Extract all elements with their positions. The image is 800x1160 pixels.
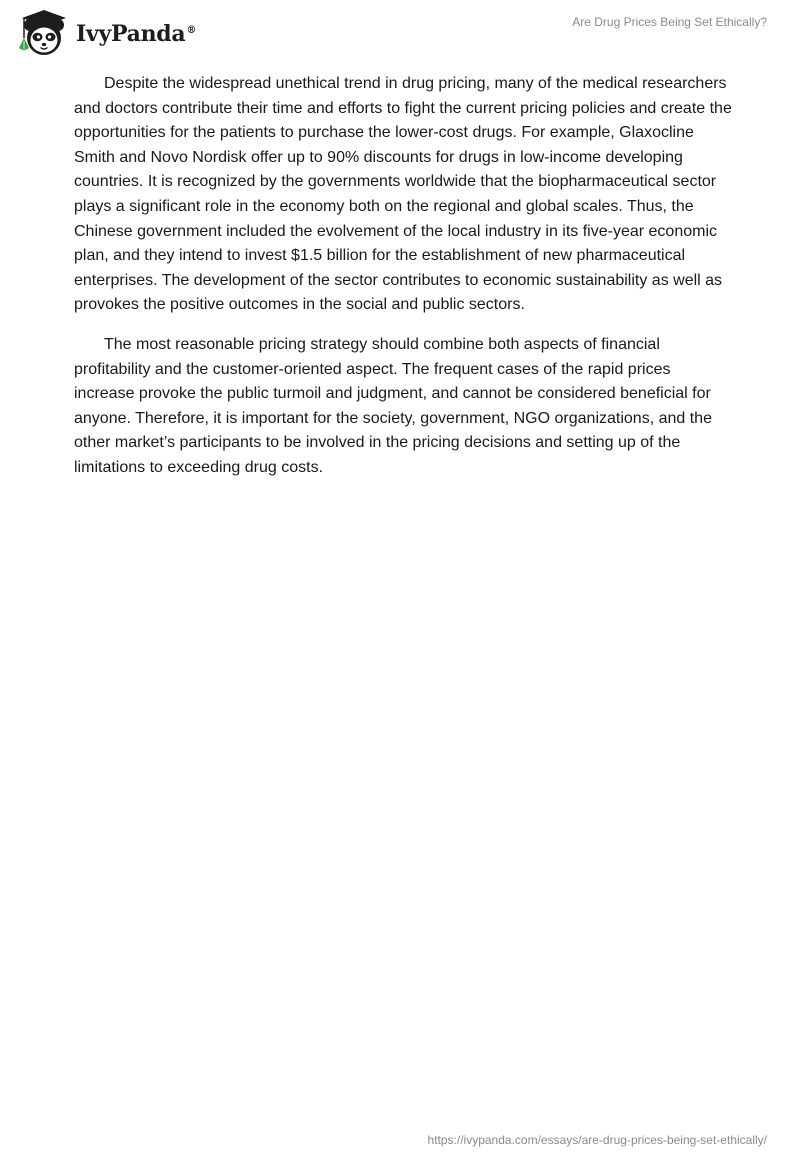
ivypanda-logo[interactable] xyxy=(16,8,196,58)
paragraph: The most reasonable pricing strategy should combine both aspects of financial profitability and the customer-oriented aspect. The frequent cases of the rapid prices increase provoke the public turmoil and judgment, and cannot be considered beneficial for anyone. Therefore, it is important for the society, government, NGO organizations, and the other market’s participants to be involved in the pricing decisions and setting up of the limitations to exceeding drug costs. xyxy=(74,335,712,476)
paragraph: Despite the widespread unethical trend in drug pricing, many of the medical researchers and doctors contribute their time and efforts to fight the current pricing policies and create the opportunities for the patients to purchase the lower-cost drugs. For example, Glaxocline Smith and Novo Nordisk offer up to 90% discounts for drugs in low-income developing countries. It is recognized by the governments worldwide that the biopharmaceutical sector plays a significant role in the economy both on the regional and global scales. Thus, the Chinese government included the evolvement of the local industry in its five-year economic plan, and they intend to invest $1.5 billion for the establishment of new pharmaceutical enterprises. The development of the sector contributes to economic sustainability as well as provokes the positive outcomes in the social and public sectors. xyxy=(74,75,732,314)
document-title: Are Drug Prices Being Set Ethically? xyxy=(572,15,767,29)
page-header xyxy=(0,0,800,60)
registered-mark: ® xyxy=(186,24,197,36)
panda-graduate-icon xyxy=(16,8,74,58)
brand-name-text: IvyPanda xyxy=(76,21,186,47)
brand-name xyxy=(76,21,196,47)
source-url-link[interactable]: https://ivypanda.com/essays/are-drug-prices-being-set-ethically/ xyxy=(427,1133,767,1147)
essay-body xyxy=(74,72,734,496)
